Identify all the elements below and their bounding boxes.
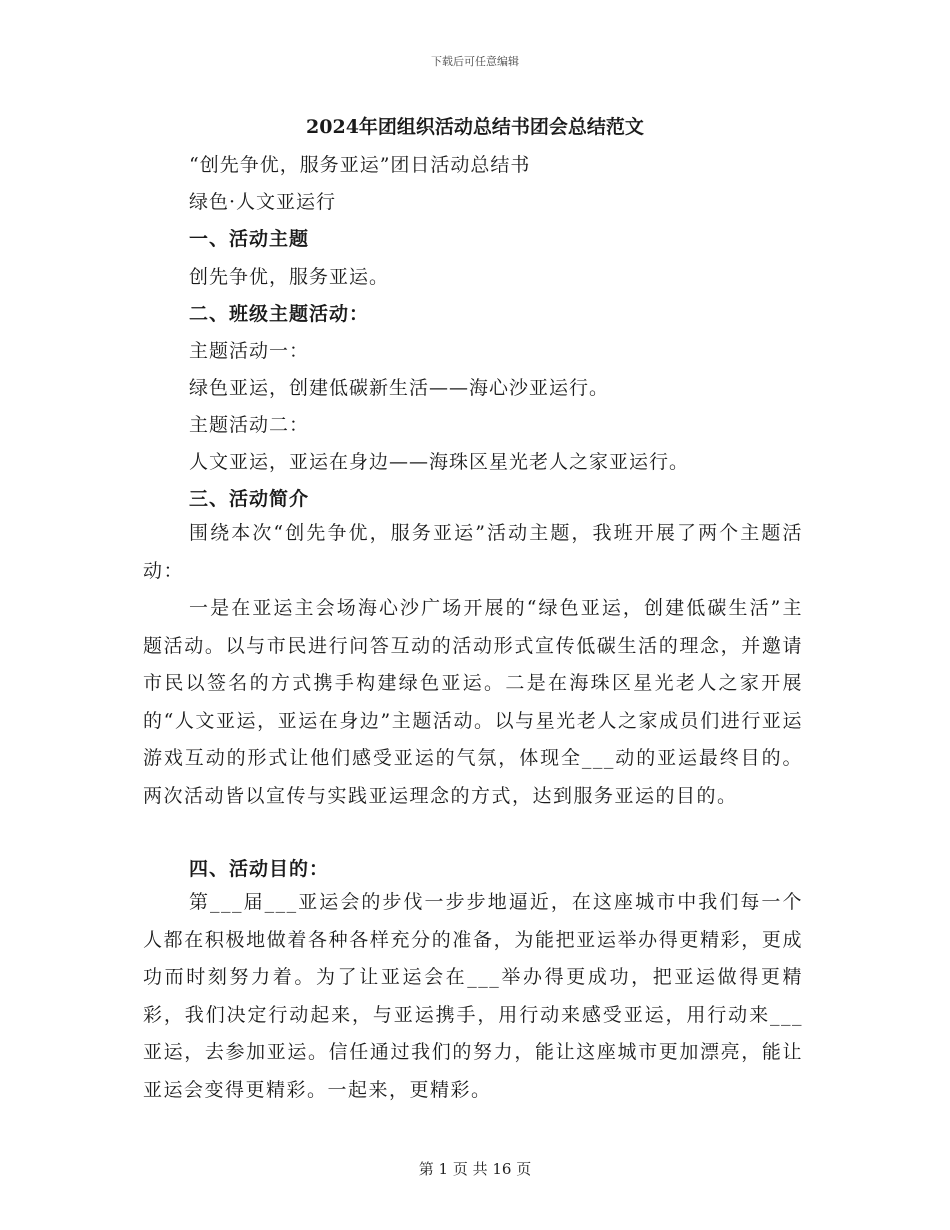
theme-text: 创先争优，服务亚运。 [189,266,390,288]
section-heading-theme: 一、活动主题 [189,228,310,250]
section-heading-purpose: 四、活动目的： [189,858,330,880]
activity-one-text: 绿色亚运，创建低碳新生活——海心沙亚运行。 [189,377,610,399]
page-header-note: 下载后可任意编辑 [431,55,519,68]
activity-one-label: 主题活动一： [189,340,310,362]
purpose-paragraph: 第___届___亚运会的步伐一步步地逼近，在这座城市中我们每一个人都在积极地做着各种各样充分的准备，为能把亚运举办得更精彩，更成功而时刻努力着。为了让亚运会在___举办得更成功，把亚运做得更精彩，我们决定行动起来，与亚运携手，用行动来感受亚运，用行动来___亚运，去参加亚运。信任通过我们的努力，能让这座城市更加漂亮，能让亚运会变得更精彩。一起来，更精彩。 [143,891,803,1101]
document-subtitle: “创先争优，服务亚运”团日活动总结书 [189,154,531,176]
document-tagline: 绿色·人文亚运行 [189,191,337,213]
activity-two-label: 主题活动二： [189,414,310,436]
section-heading-intro: 三、活动简介 [189,488,310,510]
document-title: 2024年团组织活动总结书团会总结范文 [306,116,644,138]
intro-paragraph: 围绕本次“创先争优，服务亚运”活动主题，我班开展了两个主题活动： [143,522,803,582]
page-footer-number: 第 1 页 共 16 页 [418,1160,532,1178]
section-heading-class-activities: 二、班级主题活动： [189,303,370,325]
activity-two-text: 人文亚运，亚运在身边——海珠区星光老人之家亚运行。 [189,451,690,473]
detail-paragraph: 一是在亚运主会场海心沙广场开展的“绿色亚运，创建低碳生活”主题活动。以与市民进行问答互动的活动形式宣传低碳生活的理念，并邀请市民以签名的方式携手构建绿色亚运。二是在海珠区星光老人之家开展的“人文亚运，亚运在身边”主题活动。以与星光老人之家成员们进行亚运游戏互动的形式让他们感受亚运的气氛，体现全___动的亚运最终目的。两次活动皆以宣传与实践亚运理念的方式，达到服务亚运的目的。 [143,597,803,807]
